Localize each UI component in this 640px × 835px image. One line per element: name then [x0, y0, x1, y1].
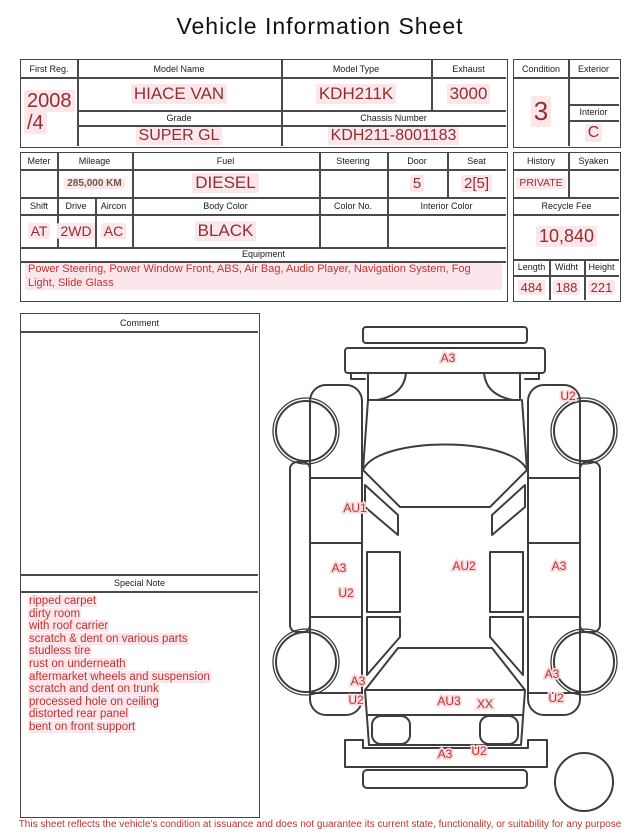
color-no-value — [319, 214, 387, 247]
rear-right-wheel — [554, 632, 614, 692]
vehicle-damage-diagram — [265, 315, 627, 815]
fuel-value: DIESEL — [132, 169, 319, 197]
damage-code-label: A3 — [437, 747, 453, 761]
damage-code-label: A3 — [331, 561, 347, 575]
damage-code-label: U2 — [338, 586, 354, 600]
aircon-label: Aircon — [100, 200, 127, 211]
width-value: 188 — [549, 275, 584, 300]
seat-value: 2[5] — [447, 169, 506, 197]
chassis-number-value: KDH211-8001183 — [281, 125, 506, 146]
special-note-label: Special Note — [113, 577, 166, 588]
rear-lamp-left — [372, 716, 410, 744]
rear-left-wheel — [276, 632, 336, 692]
vehicle-main-table — [20, 59, 508, 148]
history-fee-table — [513, 152, 621, 302]
special-note-line: with roof carrier — [29, 620, 109, 633]
pillar-panel-left — [367, 552, 400, 612]
special-note-list — [28, 595, 254, 813]
special-note-line: processed hole on ceiling — [29, 695, 159, 708]
front-left-wheel — [276, 401, 336, 461]
exterior-value — [568, 77, 619, 104]
door-label: Door — [407, 156, 427, 166]
model-type-value: KDH211K — [281, 77, 431, 110]
damage-code-label: AU3 — [437, 694, 461, 708]
meter-label: Meter — [27, 156, 51, 166]
equipment-label: Equipment — [241, 249, 286, 259]
model-name-label: Model Name — [153, 63, 205, 74]
history-value: PRIVATE — [514, 169, 568, 197]
interior-label: Interior — [579, 107, 608, 117]
shift-label: Shift — [29, 200, 48, 211]
grade-value: SUPER GL — [77, 125, 281, 146]
comment-note-panel — [20, 313, 260, 818]
right-sill-bar — [580, 462, 600, 632]
damage-code-label: U2 — [548, 691, 564, 705]
fuel-label: Fuel — [216, 156, 235, 166]
damage-code-labels — [332, 351, 576, 761]
condition-table — [513, 59, 621, 148]
condition-label: Condition — [521, 63, 561, 74]
mileage-label: Mileage — [78, 156, 111, 166]
a-pillar-left — [363, 400, 368, 470]
special-note-line: ripped carpet — [29, 595, 97, 607]
exhaust-value: 3000 — [431, 77, 506, 110]
page-title: Vehicle Information Sheet — [176, 13, 464, 39]
special-note-line: scratch and dent on trunk — [29, 683, 159, 696]
steering-label: Steering — [336, 156, 370, 166]
damage-code-label: A3 — [551, 559, 567, 573]
interior-color-label: Interior Color — [420, 200, 473, 211]
length-value: 484 — [514, 275, 549, 300]
pillar-panel-right — [490, 552, 523, 612]
height-label: Height — [588, 262, 615, 272]
equipment-value: Power Steering, Power Window Front, ABS, Air Bag, Audio Player, Navigation System, Fog Light, Slide Glass — [25, 263, 502, 299]
first-reg-value: 2008 /4 — [21, 77, 77, 146]
comment-label: Comment — [119, 317, 159, 328]
damage-code-label: A3 — [544, 667, 560, 681]
condition-value: 3 — [514, 77, 568, 146]
interior-value: C — [568, 120, 619, 146]
front-garnish-bar — [363, 327, 527, 343]
model-type-label: Model Type — [332, 63, 380, 74]
syaken-label: Syaken — [578, 156, 609, 166]
special-note-line: studless tire — [29, 645, 91, 658]
first-reg-label: First Reg. — [29, 63, 69, 74]
exterior-label: Exterior — [577, 63, 609, 74]
interior-color-value — [387, 214, 506, 247]
recycle-fee-label: Recycle Fee — [541, 200, 592, 211]
spec-table — [20, 152, 508, 302]
comment-value — [25, 334, 254, 570]
special-note-line: scratch & dent on various parts — [29, 632, 188, 645]
b-pillar-upper-left — [365, 485, 398, 535]
damage-code-label: U2 — [560, 389, 576, 403]
body-color-value: BLACK — [132, 214, 319, 247]
history-label: History — [526, 156, 555, 166]
damage-code-label: AU1 — [343, 501, 367, 515]
aircon-value: AC — [95, 214, 132, 247]
special-note-line: bent on front support — [29, 720, 136, 733]
rear-hatch-glass — [365, 648, 525, 690]
meter-value — [21, 169, 57, 197]
door-value: 5 — [387, 169, 447, 197]
chassis-number-label: Chassis Number — [360, 112, 427, 123]
damage-code-label: A3 — [440, 351, 456, 365]
recycle-fee-value: 10,840 — [514, 214, 619, 259]
left-sill-bar — [290, 462, 310, 632]
b-pillar-upper-right — [492, 485, 525, 535]
damage-code-label: U2 — [471, 744, 487, 758]
windshield-glass — [363, 445, 527, 508]
exhaust-label: Exhaust — [452, 63, 485, 74]
rear-garnish-bar — [363, 770, 527, 788]
a-pillar-right — [522, 400, 527, 470]
footer-disclaimer: This sheet reflects the vehicle's condition at issuance and does not guarantee its current state, functionality, or suitability for any purpose — [18, 819, 622, 830]
special-note-line: distorted rear panel — [29, 708, 129, 721]
spare-tire — [555, 753, 613, 811]
rear-lamp-right — [480, 716, 518, 744]
seat-label: Seat — [467, 156, 486, 166]
color-no-label: Color No. — [333, 200, 372, 211]
special-note-line: rust on underneath — [29, 657, 126, 670]
length-label: Length — [517, 262, 546, 272]
damage-code-label: U2 — [348, 693, 364, 707]
drive-label: Drive — [65, 200, 87, 211]
windshield-arc-right — [484, 373, 513, 400]
special-note-line: aftermarket wheels and suspension — [29, 670, 210, 683]
front-right-wheel — [554, 401, 614, 461]
body-color-label: Body Color — [203, 200, 248, 211]
damage-code-label: XX — [476, 697, 494, 711]
mileage-value: 285,000 KM — [57, 169, 132, 197]
width-label: Widht — [554, 262, 578, 272]
windshield-arc-left — [377, 373, 406, 400]
model-name-value: HIACE VAN — [77, 77, 281, 110]
shift-value: AT — [21, 214, 57, 247]
steering-value — [319, 169, 387, 197]
syaken-value — [568, 169, 619, 197]
grade-label: Grade — [166, 112, 192, 123]
damage-code-label: A3 — [350, 674, 366, 688]
damage-code-label: AU2 — [452, 559, 476, 573]
special-note-line: dirty room — [29, 607, 81, 620]
drive-value: 2WD — [57, 214, 95, 247]
height-value: 221 — [584, 275, 619, 300]
